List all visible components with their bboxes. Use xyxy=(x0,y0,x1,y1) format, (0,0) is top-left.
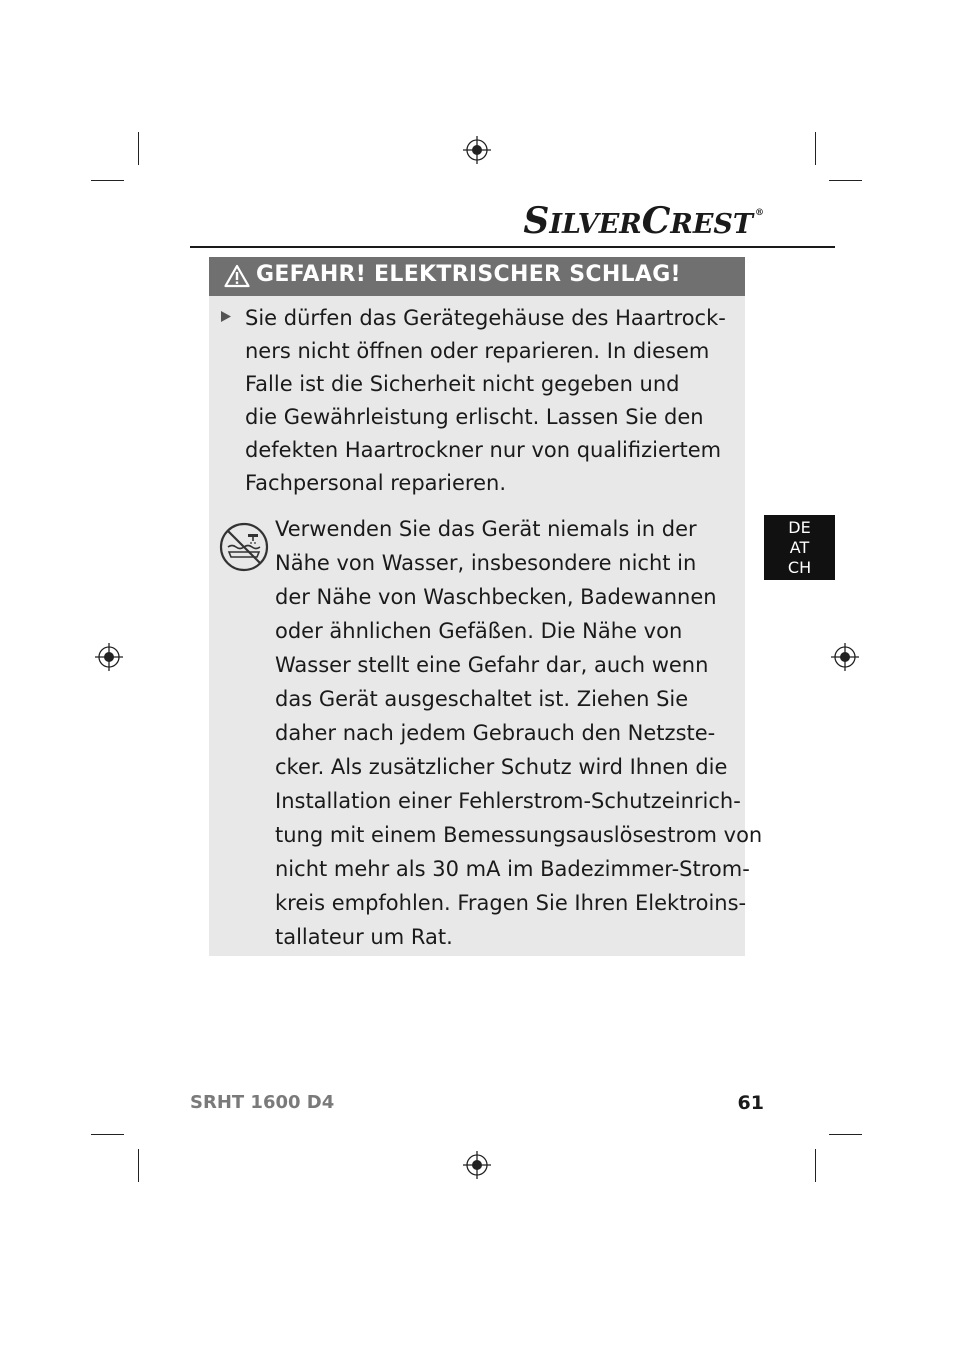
page-number: 61 xyxy=(737,1092,764,1114)
crop-mark xyxy=(91,1134,124,1135)
header-rule xyxy=(190,246,835,248)
text-line: kreis empfohlen. Fragen Sie Ihren Elektroins- xyxy=(275,891,747,915)
language-code: CH xyxy=(787,558,812,577)
bullet-paragraph xyxy=(245,302,726,500)
crop-mark xyxy=(829,1134,862,1135)
crop-mark xyxy=(138,1149,139,1182)
registration-mark-icon xyxy=(463,136,491,164)
text-line: defekten Haartrockner nur von qualifiziertem xyxy=(245,438,722,462)
model-number: SRHT 1600 D4 xyxy=(190,1092,335,1113)
text-line: tallateur um Rat. xyxy=(275,925,453,949)
warning-header xyxy=(209,257,745,296)
registration-mark-icon xyxy=(95,643,123,671)
text-line: das Gerät ausgeschaltet ist. Ziehen Sie xyxy=(275,687,689,711)
registration-mark-icon xyxy=(831,643,859,671)
language-code: AT xyxy=(789,538,810,557)
right-arrow-bullet-icon xyxy=(221,311,231,322)
language-tab xyxy=(764,515,835,580)
crop-mark xyxy=(138,132,139,165)
brand-logo: SILVERCREST ® xyxy=(523,200,764,242)
text-line: Fachpersonal reparieren. xyxy=(245,471,506,495)
text-line: nicht mehr als 30 mA im Badezimmer-Strom- xyxy=(275,857,750,881)
text-line: tung mit einem Bemessungsauslösestrom von xyxy=(275,823,763,847)
text-line: Nähe von Wasser, insbesondere nicht in xyxy=(275,551,697,575)
crop-mark xyxy=(815,1149,816,1182)
text-line: der Nähe von Waschbecken, Badewannen xyxy=(275,585,717,609)
warning-triangle-icon xyxy=(224,264,250,288)
water-warning-paragraph xyxy=(275,512,762,954)
crop-mark xyxy=(91,180,124,181)
text-line: Sie dürfen das Gerätegehäuse des Haartrock- xyxy=(245,306,726,330)
text-line: die Gewährleistung erlischt. Lassen Sie den xyxy=(245,405,704,429)
warning-title: GEFAHR! ELEKTRISCHER SCHLAG! xyxy=(256,262,681,287)
text-line: Wasser stellt eine Gefahr dar, auch wenn xyxy=(275,653,709,677)
crop-mark xyxy=(815,132,816,165)
text-line: cker. Als zusätzlicher Schutz wird Ihnen die xyxy=(275,755,728,779)
language-code: DE xyxy=(788,518,811,537)
text-line: Verwenden Sie das Gerät niemals in der xyxy=(275,517,697,541)
text-line: daher nach jedem Gebrauch den Netzste- xyxy=(275,721,716,745)
text-line: ners nicht öffnen oder reparieren. In diesem xyxy=(245,339,710,363)
text-line: Falle ist die Sicherheit nicht gegeben und xyxy=(245,372,680,396)
text-line: oder ähnlichen Gefäßen. Die Nähe von xyxy=(275,619,683,643)
crop-mark xyxy=(829,180,862,181)
registration-mark-icon xyxy=(463,1151,491,1179)
no-water-bathtub-icon xyxy=(218,521,270,573)
text-line: Installation einer Fehlerstrom-Schutzeinrich- xyxy=(275,789,741,813)
